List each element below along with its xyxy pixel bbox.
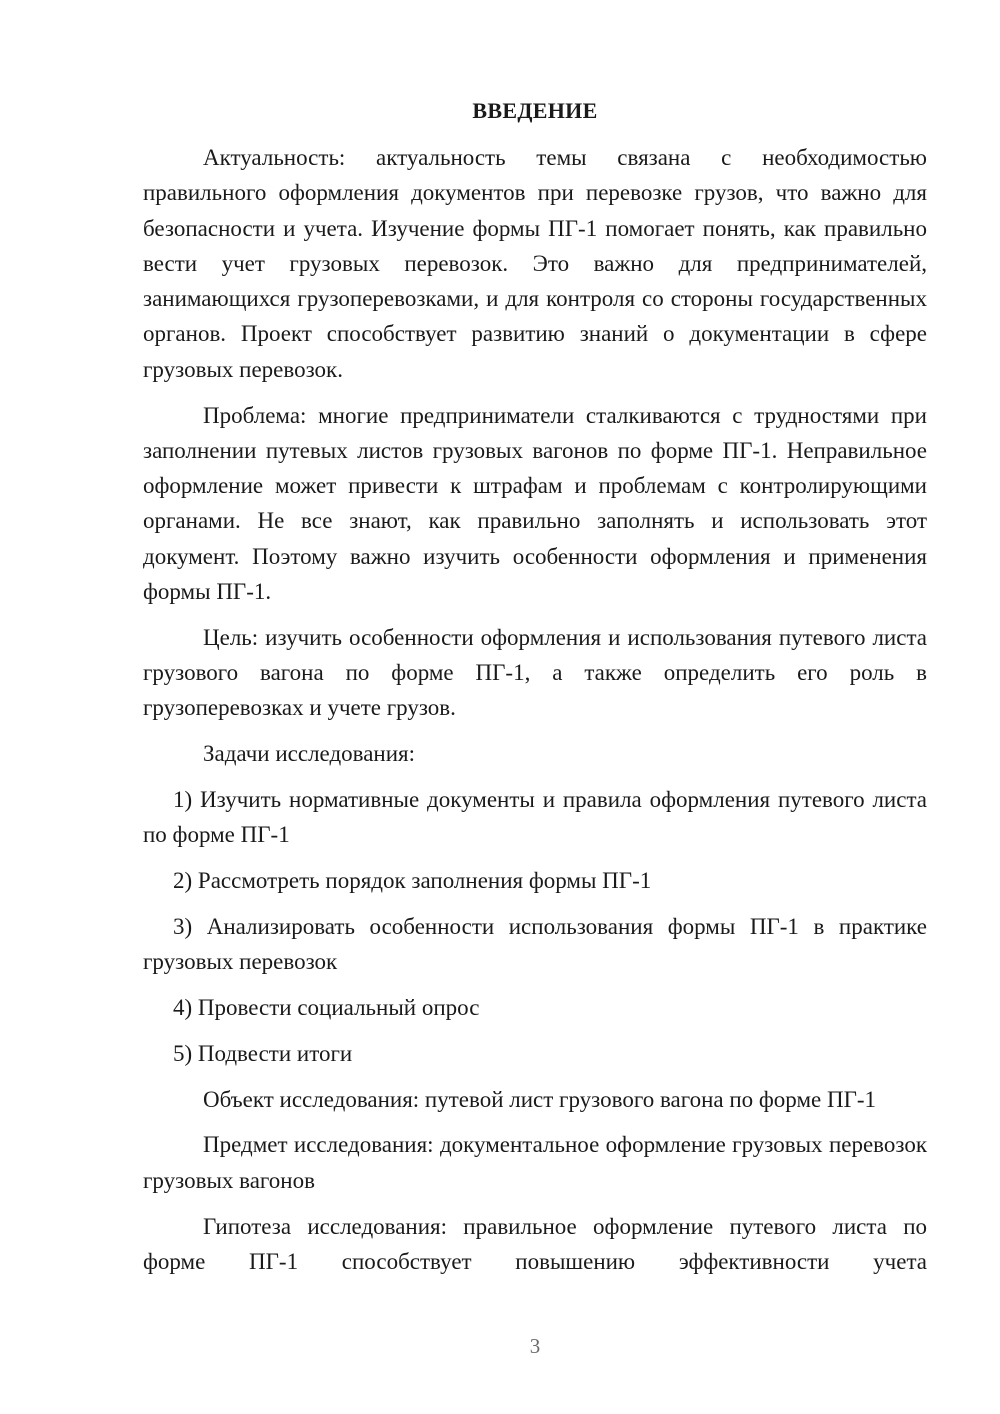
section-title: ВВЕДЕНИЕ <box>472 98 598 123</box>
task-item-4: 4) Провести социальный опрос <box>173 995 480 1021</box>
page-number: 3 <box>529 1334 541 1358</box>
paragraph-subject: Предмет исследования: документальное оформление грузовых перевозок грузовых вагонов <box>143 1132 927 1193</box>
paragraph-hypothesis: Гипотеза исследования: правильное оформление путевого листа по форме ПГ-1 способствует повышению эффективности учета <box>143 1213 927 1274</box>
task-item-3: 3) Анализировать особенности использования формы ПГ-1 в практике грузовых перевозок <box>143 913 927 975</box>
paragraph-goal: Цель: изучить особенности оформления и использования путевого листа грузового вагона по форме ПГ-1, а также определить его роль в грузоперевозках и учете грузов. <box>143 624 927 721</box>
paragraph-object: Объект исследования: путевой лист грузового вагона по форме ПГ-1 <box>203 1086 877 1112</box>
paragraph-tasks-heading: Задачи исследования: <box>203 741 416 767</box>
page-content <box>143 94 927 1279</box>
paragraph-relevance: Актуальность: актуальность темы связана с необходимостью правильного оформления документов при перевозке грузов, что важно для безопасности и учета. Изучение формы ПГ-1 помогает понять, как правильно вести учет грузовых перевозок. Это важно для предпринимателей, занимающихся грузоперевозками, и для контроля со стороны государственных органов. Проект способствует развитию знаний о документации в сфере грузовых перевозок. <box>143 145 927 382</box>
task-item-2: 2) Рассмотреть порядок заполнения формы ПГ-1 <box>173 868 652 894</box>
task-item-1: 1) Изучить нормативные документы и правила оформления путевого листа по форме ПГ-1 <box>143 787 927 848</box>
paragraph-problem: Проблема: многие предприниматели сталкиваются с трудностями при заполнении путевых листов грузовых вагонов по форме ПГ-1. Неправильное оформление может привести к штрафам и проблемам с контролирующими органами. Не все знают, как правильно заполнять и использовать этот документ. Поэтому важно изучить особенности оформления и применения формы ПГ-1. <box>143 402 927 605</box>
task-item-5: 5) Подвести итоги <box>173 1040 353 1066</box>
